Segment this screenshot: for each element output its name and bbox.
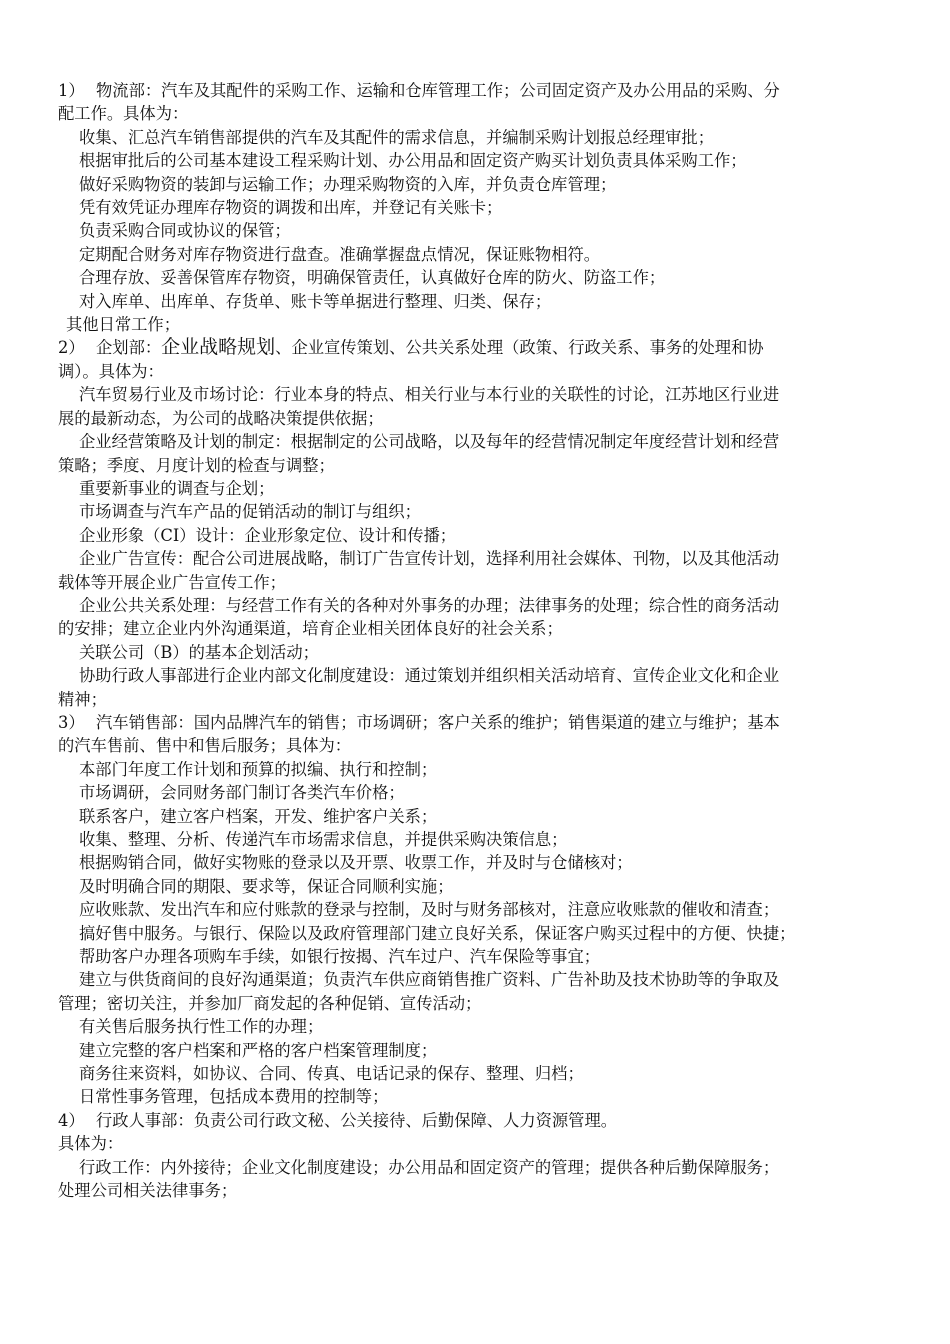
list-item-cont: 载体等开展企业广告宣传工作； [58,572,286,592]
list-item-cont: 的安排；建立企业内外沟通渠道，培育企业相关团体良好的社会关系； [58,619,563,639]
list-item: 企业广告宣传：配合公司进展战略，制订广告宣传计划，选择利用社会媒体、刊物，以及其他活动 [79,549,780,569]
list-item: 合理存放、妥善保管库存物资，明确保管责任，认真做好仓库的防火、防盗工作； [79,268,666,288]
section-heading-cont: 调）。具体为： [58,361,164,381]
section-heading-cont: 配工作。具体为： [58,104,189,124]
list-item: 关联公司（B）的基本企划活动； [79,642,319,662]
list-item-cont: 展的最新动态，为公司的战略决策提供依据； [58,408,384,428]
section-number: 1） [58,81,85,100]
list-item: 收集、汇总汽车销售部提供的汽车及其配件的需求信息，并编制采购计划报总经理审批； [79,127,714,147]
section-heading: 2） 企划部：企业战略规划、企业宣传策划、公共关系处理（政策、行政关系、事务的处理和协 [58,336,764,359]
section-number: 3） [58,712,85,732]
list-item: 做好采购物资的装卸与运输工作；办理采购物资的入库，并负责仓库管理； [79,174,617,194]
list-item: 企业经营策略及计划的制定：根据制定的公司战略，以及每年的经营情况制定年度经营计划和经营 [79,432,780,452]
section-heading-cont: 的汽车售前、售中和售后服务；具体为： [58,736,352,756]
list-item: 应收账款、发出汽车和应付账款的登录与控制，及时与财务部核对，注意应收账款的催收和清查； [79,900,780,920]
list-item: 负责采购合同或协议的保管； [79,221,291,241]
list-item: 对入库单、出库单、存货单、账卡等单据进行整理、归类、保存； [79,291,552,311]
list-item: 建立与供货商间的良好沟通渠道；负责汽车供应商销售推广资料、广告补助及技术协助等的争取及 [79,970,780,990]
section-heading: 4） 行政人事部：负责公司行政文秘、公关接待、后勤保障、人力资源管理。 [58,1109,910,1132]
list-item: 日常性事务管理，包括成本费用的控制等； [79,1087,389,1107]
list-item: 其他日常工作； [66,315,180,335]
section-admin-hr [58,1109,910,1203]
emphasized-text: 企业战略规划 [161,336,276,359]
list-item: 帮助客户办理各项购车手续，如银行按揭、汽车过户、汽车保险等事宜； [79,947,601,967]
section-heading-cont: 具体为： [58,1134,124,1154]
list-item: 建立完整的客户档案和严格的客户档案管理制度； [79,1040,438,1060]
section-heading: 1） 物流部：汽车及其配件的采购工作、运输和仓库管理工作；公司固定资产及办公用品的采购、分 [58,79,910,102]
section-number: 4） [58,1110,85,1130]
list-item: 搞好售中服务。与银行、保险以及政府管理部门建立良好关系，保证客户购买过程中的方便、快捷； [79,923,796,943]
list-item: 根据审批后的公司基本建设工程采购计划、办公用品和固定资产购买计划负责具体采购工作； [79,151,747,171]
list-item: 收集、整理、分析、传递汽车市场需求信息，并提供采购决策信息； [79,830,568,849]
section-planning [58,336,910,711]
list-item: 本部门年度工作计划和预算的拟编、执行和控制； [79,759,438,779]
section-logistics [58,79,910,336]
section-sales [58,711,910,1109]
list-item: 商务往来资料，如协议、合同、传真、电话记录的保存、整理、归档； [79,1064,584,1084]
list-item: 企业公共关系处理：与经营工作有关的各种对外事务的办理；法律事务的处理；综合性的商务活动 [79,595,780,615]
list-item: 市场调查与汽车产品的促销活动的制订与组织； [79,502,421,522]
list-item: 重要新事业的调查与企划； [79,478,275,498]
section-heading: 3） 汽车销售部：国内品牌汽车的销售；市场调研；客户关系的维护；销售渠道的建立与维护；基本 [58,711,910,734]
list-item: 有关售后服务执行性工作的办理； [79,1017,324,1037]
list-item-cont: 处理公司相关法律事务； [58,1181,238,1201]
list-item: 企业形象（CI）设计：企业形象定位、设计和传播； [79,525,457,545]
list-item-cont: 策略；季度、月度计划的检查与调整； [58,455,335,475]
list-item: 协助行政人事部进行企业内部文化制度建设：通过策划并组织相关活动培育、宣传企业文化和企业 [79,666,780,686]
list-item-cont: 精神； [58,689,107,709]
list-item: 市场调研，会同财务部门制订各类汽车价格； [79,783,405,803]
list-item-cont: 管理；密切关注，并参加厂商发起的各种促销、宣传活动； [58,993,482,1013]
list-item: 凭有效凭证办理库存物资的调拨和出库，并登记有关账卡； [79,198,503,218]
list-item: 行政工作：内外接待；企业文化制度建设；办公用品和固定资产的管理；提供各种后勤保障服务； [79,1157,780,1177]
section-number: 2） [58,338,85,358]
list-item: 联系客户，建立客户档案，开发、维护客户关系； [79,806,438,826]
list-item: 定期配合财务对库存物资进行盘查。准确掌握盘点情况，保证账物相符。 [79,244,601,264]
list-item: 及时明确合同的期限、要求等，保证合同顺利实施； [79,876,454,896]
list-item: 汽车贸易行业及市场讨论：行业本身的特点、相关行业与本行业的关联性的讨论，江苏地区行业进 [79,385,780,405]
list-item: 根据购销合同，做好实物账的登录以及开票、收票工作，并及时与仓储核对； [79,853,633,873]
